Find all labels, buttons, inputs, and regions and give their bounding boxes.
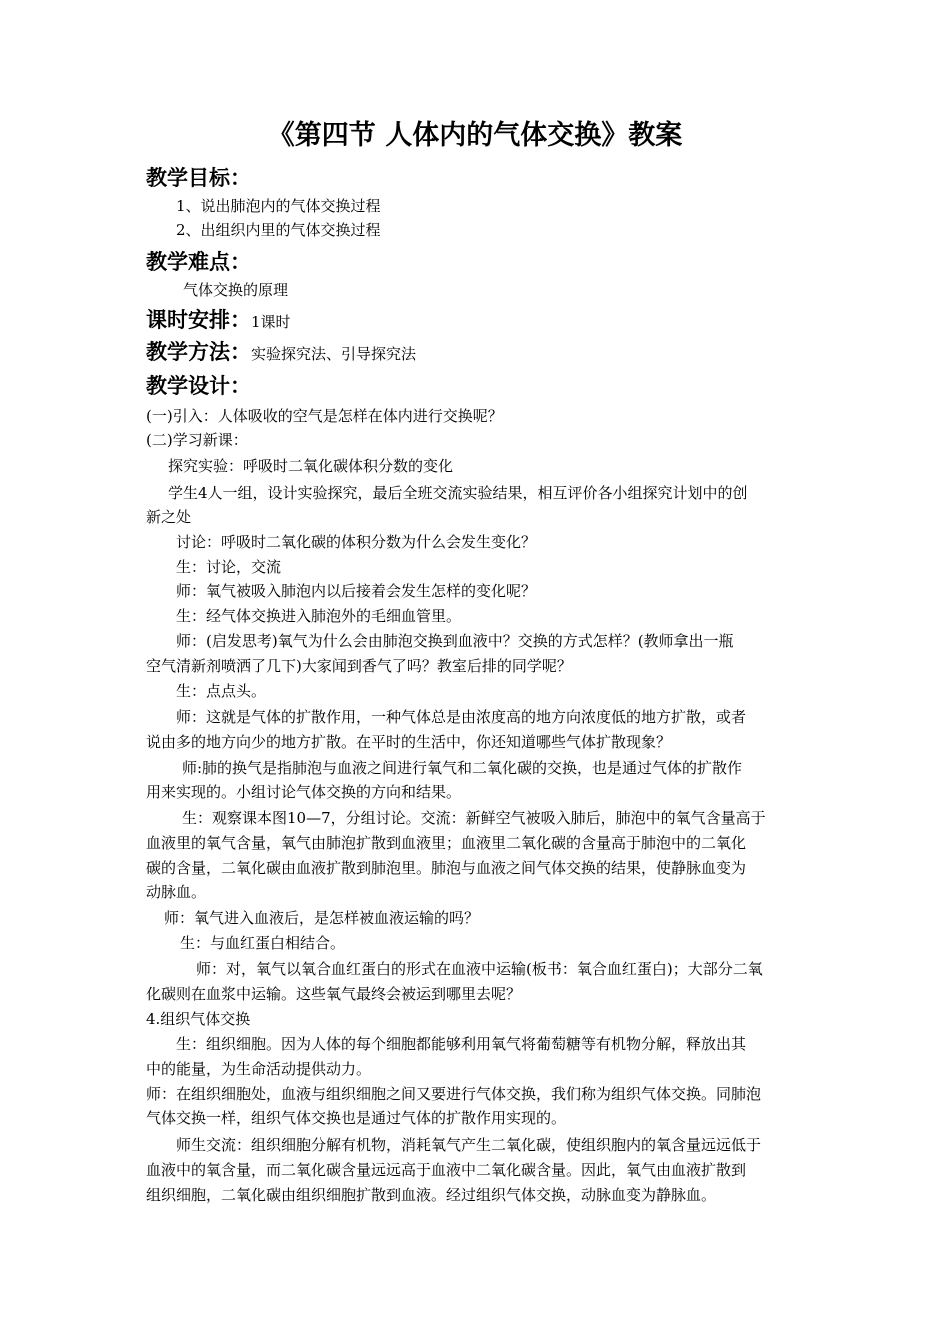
body-line: 师：对，氧气以氧合血红蛋白的形式在血液中运输(板书：氧合血红蛋白)；大部分二氧	[196, 960, 763, 978]
schedule-value: 1课时	[251, 313, 291, 331]
body-line: 中的能量，为生命活动提供动力。	[146, 1060, 372, 1078]
body-line: 生：观察课本图10—7，分组讨论。交流：新鲜空气被吸入肺后，肺泡中的氧气含量高于	[182, 809, 766, 827]
body-line: 生：讨论，交流	[176, 558, 282, 576]
body-line: 师：(启发思考)氧气为什么会由肺泡交换到血液中？交换的方式怎样？(教师拿出一瓶	[176, 632, 734, 650]
body-line: 碳的含量，二氧化碳由血液扩散到肺泡里。肺泡与血液之间气体交换的结果，使静脉血变为	[146, 859, 747, 877]
body-line: 生：与血红蛋白相结合。	[180, 934, 346, 952]
schedule-row	[146, 306, 291, 336]
body-line: 生：经气体交换进入肺泡外的毛细血管里。	[176, 607, 462, 625]
body-line: 探究实验：呼吸时二氧化碳体积分数的变化	[168, 457, 454, 475]
heading-method: 教学方法：	[146, 339, 251, 364]
heading-schedule: 课时安排：	[146, 307, 251, 332]
body-line: 师：氧气被吸入肺泡内以后接着会发生怎样的变化呢？	[176, 582, 537, 600]
body-line: 说由多的地方向少的地方扩散。在平时的生活中，你还知道哪些气体扩散现象？	[146, 733, 672, 751]
body-line: 师生交流：组织细胞分解有机物，消耗氧气产生二氧化碳，使组织胞内的氧含量远远低于	[176, 1136, 762, 1154]
body-line: 用来实现的。小组讨论气体交换的方向和结果。	[146, 783, 462, 801]
body-line: 组织细胞，二氧化碳由组织细胞扩散到血液。经过组织气体交换，动脉血变为静脉血。	[146, 1186, 717, 1204]
body-line: 4.组织气体交换	[146, 1010, 251, 1028]
method-value: 实验探究法、引导探究法	[251, 345, 417, 363]
heading-design: 教学设计：	[146, 373, 251, 398]
heading-goals: 教学目标：	[146, 165, 251, 190]
goal-item: 2、出组织内里的气体交换过程	[176, 221, 381, 239]
body-line: 生：点点头。	[176, 682, 267, 700]
body-line: (一)引入：人体吸收的空气是怎样在体内进行交换呢？	[146, 407, 503, 425]
body-line: 化碳则在血浆中运输。这些氧气最终会被运到哪里去呢？	[146, 985, 522, 1003]
body-line: 讨论：呼吸时二氧化碳的体积分数为什么会发生变化？	[176, 533, 537, 551]
difficulty-text: 气体交换的原理	[183, 281, 289, 299]
body-line: 师：氧气进入血液后，是怎样被血液运输的吗？	[164, 909, 480, 927]
body-line: 动脉血。	[146, 883, 207, 901]
method-row	[146, 338, 416, 368]
body-line: 生：组织细胞。因为人体的每个细胞都能够利用氧气将葡萄糖等有机物分解，释放出其	[176, 1035, 747, 1053]
heading-difficulty: 教学难点：	[146, 249, 251, 274]
body-line: 学生4人一组，设计实验探究，最后全班交流实验结果，相互评价各小组探究计划中的创	[168, 484, 748, 502]
body-line: 血液中的氧含量，而二氧化碳含量远远高于血液中二氧化碳含量。因此，氧气由血液扩散到	[146, 1161, 747, 1179]
body-line: (二)学习新课：	[146, 431, 248, 449]
body-line: 师：这就是气体的扩散作用，一种气体总是由浓度高的地方向浓度低的地方扩散，或者	[176, 708, 747, 726]
body-line: 新之处	[146, 508, 192, 526]
document-title: 《第四节 人体内的气体交换》教案	[267, 120, 683, 151]
body-line: 气体交换一样，组织气体交换也是通过气体的扩散作用实现的。	[146, 1109, 567, 1127]
body-line: 空气清新剂喷洒了几下)大家闻到香气了吗？教室后排的同学呢？	[146, 657, 572, 675]
goal-item: 1、说出肺泡内的气体交换过程	[176, 197, 381, 215]
body-line: 血液里的氧气含量，氧气由肺泡扩散到血液里；血液里二氧化碳的含量高于肺泡中的二氧化	[146, 834, 747, 852]
body-line: 师：在组织细胞处，血液与组织细胞之间又要进行气体交换，我们称为组织气体交换。同肺泡	[146, 1085, 762, 1103]
body-line: 师:肺的换气是指肺泡与血液之间进行氧气和二氧化碳的交换，也是通过气体的扩散作	[182, 759, 743, 777]
